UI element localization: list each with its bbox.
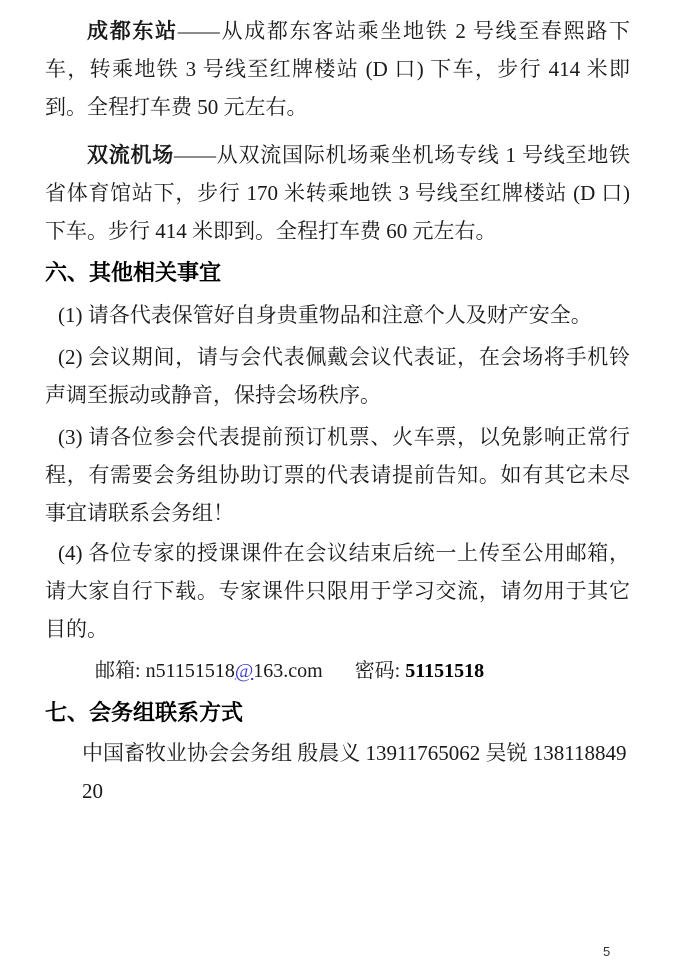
email-label: 邮箱: [95,660,146,682]
email-at-symbol: @ [234,660,254,682]
paragraph-shuangliu-airport [45,136,630,250]
email-domain: 163.com [253,660,323,682]
list-item-3: (3) 请各位参会代表提前预订机票、火车票，以免影响正常行程，有需要会务组协助订票的代表请提前告知。如有其它未尽事宜请联系会务组！ [45,425,630,525]
list-item-1: (1) 请各代表保管好自身贵重物品和注意个人及财产安全。 [58,303,592,327]
password-value: 51151518 [405,660,485,682]
section-heading-contact: 七、会务组联系方式 [45,700,244,725]
email-address-link[interactable] [146,660,323,682]
paragraph-body-shuangliu-airport: ——从双流国际机场乘坐机场专线 1 号线至地铁省体育馆站下，步行 170 米转乘地铁 3 号线至红牌楼站 (D 口) 下车。步行 414 米即到。全程打车费 60 元左右。 [45,143,630,243]
list-item-4: (4) 各位专家的授课课件在会议结束后统一上传至公用邮箱，请大家自行下载。专家课件只限用于学习交流，请勿用于其它目的。 [45,541,630,641]
paragraph-chengdu-east-station [45,12,630,126]
email-user: n51151518 [145,660,235,682]
paragraph-lead-shuangliu-airport: 双流机场 [87,143,174,167]
email-password-line [45,652,630,690]
section-heading-other-matters: 六、其他相关事宜 [45,260,222,285]
paragraph-body-chengdu-east: ——从成都东客站乘坐地铁 2 号线至春熙路下车，转乘地铁 3 号线至红牌楼站 (D 口) 下车，步行 414 米即到。全程打车费 50 元左右。 [45,19,631,119]
list-item-2: (2) 会议期间，请与会代表佩戴会议代表证，在会场将手机铃声调至振动或静音，保持会场秩序。 [45,345,630,407]
paragraph-lead-chengdu-east: 成都东站 [87,19,178,43]
contact-info-line: 中国畜牧业协会会务组 殷晨义 13911765062 吴锐 13811884920 [82,741,627,803]
password-label: 密码: [354,660,406,682]
page-number: 5 [603,944,611,959]
